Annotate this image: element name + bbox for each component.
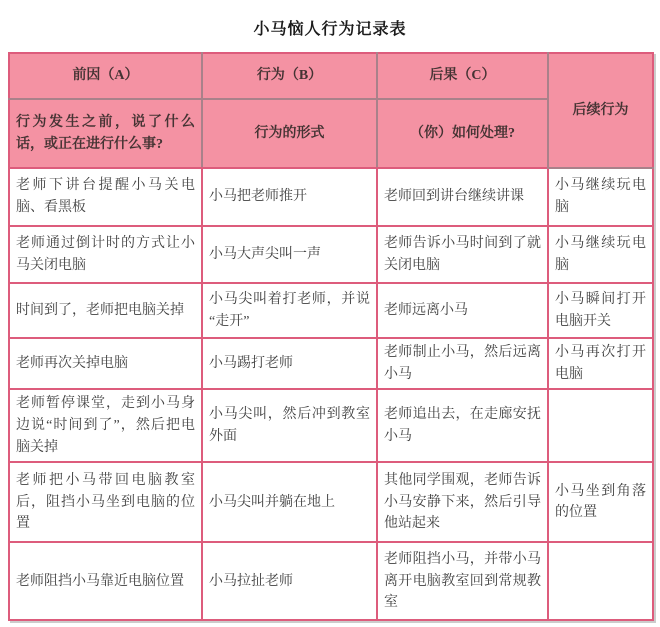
consequence-cell: 老师告诉小马时间到了就关闭电脑 — [377, 226, 548, 283]
consequence-cell: 老师追出去，在走廊安抚小马 — [377, 389, 548, 462]
consequence-cell: 老师远离小马 — [377, 283, 548, 338]
followup-cell: 小马继续玩电脑 — [548, 168, 653, 226]
consequence-cell: 其他同学围观，老师告诉小马安静下来，然后引导他站起来 — [377, 462, 548, 542]
table-row — [9, 542, 653, 620]
table-row — [9, 389, 653, 462]
followup-cell: 小马瞬间打开电脑开关 — [548, 283, 653, 338]
antecedent-cell: 老师暂停课堂，走到小马身边说“时间到了”，然后把电脑关掉 — [9, 389, 202, 462]
subheader-antecedent-question: 行为发生之前，说了什么话，或正在进行什么事? — [9, 99, 202, 168]
subheader-behavior-form: 行为的形式 — [202, 99, 377, 168]
header-row-main — [9, 53, 653, 99]
table-header — [9, 53, 653, 168]
table-row — [9, 338, 653, 389]
antecedent-cell: 老师阻挡小马靠近电脑位置 — [9, 542, 202, 620]
followup-cell — [548, 389, 653, 462]
behavior-cell: 小马踢打老师 — [202, 338, 377, 389]
antecedent-cell: 老师再次关掉电脑 — [9, 338, 202, 389]
antecedent-cell: 老师把小马带回电脑教室后，阻挡小马坐到电脑的位置 — [9, 462, 202, 542]
behavior-cell: 小马拉扯老师 — [202, 542, 377, 620]
column-header-consequence: 后果（C） — [377, 53, 548, 99]
antecedent-cell: 时间到了，老师把电脑关掉 — [9, 283, 202, 338]
antecedent-cell: 老师通过倒计时的方式让小马关闭电脑 — [9, 226, 202, 283]
followup-cell: 小马继续玩电脑 — [548, 226, 653, 283]
table-row — [9, 283, 653, 338]
behavior-cell: 小马尖叫并躺在地上 — [202, 462, 377, 542]
followup-cell: 小马再次打开电脑 — [548, 338, 653, 389]
behavior-cell: 小马尖叫，然后冲到教室外面 — [202, 389, 377, 462]
antecedent-cell: 老师下讲台提醒小马关电脑、看黑板 — [9, 168, 202, 226]
table-row — [9, 226, 653, 283]
column-header-behavior: 行为（B） — [202, 53, 377, 99]
subheader-consequence-handling: （你）如何处理? — [377, 99, 548, 168]
column-header-followup: 后续行为 — [548, 53, 653, 168]
consequence-cell: 老师制止小马，然后远离小马 — [377, 338, 548, 389]
followup-cell: 小马坐到角落的位置 — [548, 462, 653, 542]
followup-cell — [548, 542, 653, 620]
page-title: 小马恼人行为记录表 — [253, 21, 407, 38]
table-row — [9, 168, 653, 226]
behavior-cell: 小马大声尖叫一声 — [202, 226, 377, 283]
column-header-antecedent: 前因（A） — [9, 53, 202, 99]
behavior-cell: 小马把老师推开 — [202, 168, 377, 226]
table-body — [9, 168, 653, 620]
consequence-cell: 老师回到讲台继续讲课 — [377, 168, 548, 226]
behavior-cell: 小马尖叫着打老师，并说“走开” — [202, 283, 377, 338]
behavior-record-table — [8, 52, 654, 621]
table-row — [9, 462, 653, 542]
consequence-cell: 老师阻挡小马，并带小马离开电脑教室回到常规教室 — [377, 542, 548, 620]
